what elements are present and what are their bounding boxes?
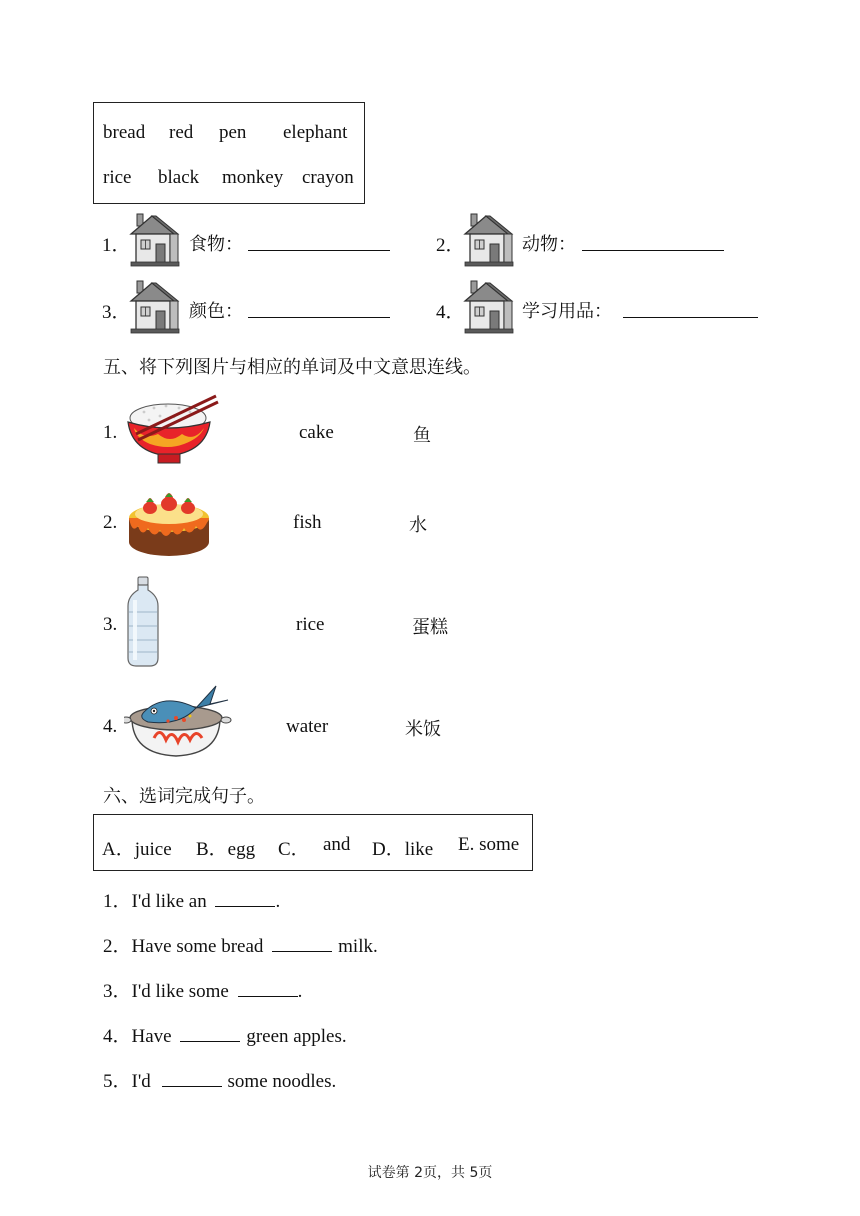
item-word: fish xyxy=(293,512,322,533)
item-number: 4. xyxy=(103,716,118,737)
options-box xyxy=(93,814,533,871)
category-label: 学习用品： xyxy=(522,301,612,322)
word-item: elephant xyxy=(283,122,348,143)
item-chinese: 鱼 xyxy=(413,425,431,446)
word-item: black xyxy=(158,167,200,188)
category-label: 食物： xyxy=(189,234,243,255)
option-e: E. some xyxy=(458,834,520,855)
category-number: 3． xyxy=(102,302,131,323)
item-word: cake xyxy=(299,422,334,443)
answer-blank[interactable] xyxy=(582,232,724,251)
house-icon xyxy=(128,210,182,268)
option-d: D．like xyxy=(372,839,434,860)
sentence-before: I'd like some xyxy=(131,981,229,1002)
rice-bowl-icon xyxy=(124,390,220,470)
answer-blank[interactable] xyxy=(272,933,332,952)
sentence-before: I'd xyxy=(131,1071,151,1092)
sentence-after: milk. xyxy=(338,936,378,957)
item-number: 3. xyxy=(103,614,118,635)
sentence-number: 1． xyxy=(103,891,132,912)
sentence-number: 3． xyxy=(103,981,132,1002)
water-bottle-icon xyxy=(126,576,160,668)
word-item: monkey xyxy=(222,167,284,188)
category-label: 动物： xyxy=(522,234,576,255)
house-icon xyxy=(128,277,182,335)
category-number: 4． xyxy=(436,302,465,323)
word-box xyxy=(93,102,365,204)
answer-blank[interactable] xyxy=(162,1068,222,1087)
category-label: 颜色： xyxy=(189,301,243,322)
item-word: rice xyxy=(296,614,325,635)
answer-blank[interactable] xyxy=(215,888,275,907)
item-word: water xyxy=(286,716,329,737)
option-c: C． xyxy=(278,839,310,860)
sentence-2 xyxy=(103,931,378,958)
answer-blank[interactable] xyxy=(180,1023,240,1042)
category-number: 2． xyxy=(436,235,465,256)
answer-blank[interactable] xyxy=(248,299,390,318)
sentence-before: I'd like an xyxy=(131,891,207,912)
sentence-after: green apples. xyxy=(246,1026,347,1047)
item-number: 2. xyxy=(103,512,118,533)
answer-blank[interactable] xyxy=(623,299,758,318)
answer-blank[interactable] xyxy=(238,978,298,997)
sentence-after: some noodles. xyxy=(227,1071,337,1092)
house-icon xyxy=(462,210,516,268)
item-chinese: 蛋糕 xyxy=(412,617,448,638)
fish-pot-icon xyxy=(124,682,234,762)
sentence-number: 4． xyxy=(103,1026,132,1047)
sentence-before: Have some bread xyxy=(131,936,264,957)
page-footer: 试卷第 2页，共 5页 xyxy=(367,1165,493,1181)
sentence-after: . xyxy=(275,891,281,912)
category-number: 1． xyxy=(102,235,131,256)
section-5-heading: 五、将下列图片与相应的单词及中文意思连线。 xyxy=(103,357,481,378)
house-icon xyxy=(462,277,516,335)
word-item: pen xyxy=(219,122,247,143)
sentence-after: . xyxy=(297,981,303,1002)
item-chinese: 米饭 xyxy=(405,719,441,740)
section-6-heading: 六、选词完成句子。 xyxy=(103,786,265,807)
option-c-word: and xyxy=(323,834,351,855)
sentence-4 xyxy=(103,1021,347,1048)
option-b: B．egg xyxy=(196,839,256,860)
sentence-number: 5． xyxy=(103,1071,132,1092)
sentence-1 xyxy=(103,886,280,913)
sentence-5 xyxy=(103,1066,336,1093)
answer-blank[interactable] xyxy=(248,232,390,251)
option-a: A．juice xyxy=(102,839,172,860)
cake-icon xyxy=(126,482,212,560)
word-item: bread xyxy=(103,122,146,143)
sentence-number: 2． xyxy=(103,936,132,957)
item-chinese: 水 xyxy=(409,515,427,536)
item-number: 1. xyxy=(103,422,118,443)
word-item: crayon xyxy=(302,167,354,188)
sentence-before: Have xyxy=(131,1026,172,1047)
word-item: rice xyxy=(103,167,132,188)
word-item: red xyxy=(169,122,194,143)
sentence-3 xyxy=(103,976,302,1003)
